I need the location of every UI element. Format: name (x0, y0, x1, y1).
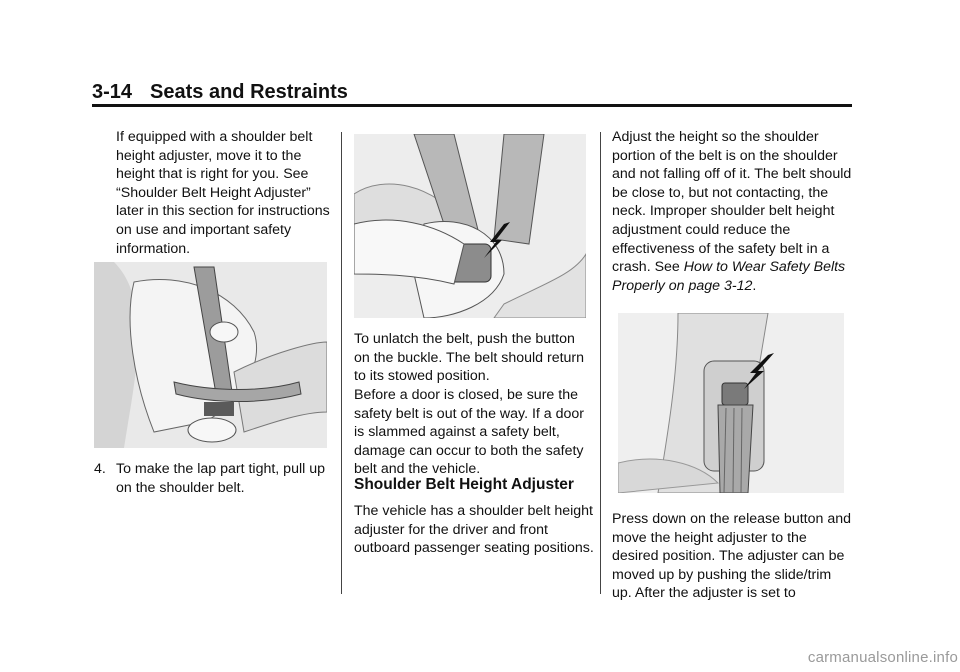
col3-adjust-end: . (752, 277, 757, 294)
column-divider-2 (600, 132, 601, 594)
header-rule (92, 104, 852, 107)
section-title: Seats and Restraints (150, 81, 348, 103)
step-text: To make the lap part tight, pull up on the shoulder belt. (116, 461, 325, 496)
column-divider-1 (341, 132, 342, 594)
page-header (92, 80, 852, 104)
page-number: 3-14 (92, 81, 133, 103)
cross-reference-link[interactable]: How to Wear Safety Belts Properly on page 3-12 (612, 259, 846, 294)
figure-unlatch-buckle (354, 134, 586, 318)
col3-press-paragraph: Press down on the release button and move the height adjuster to the desired position. The adjuster can be moved up by pushing the slide/trim up. After the adjuster is set to (612, 511, 851, 602)
watermark: carmanualsonline.info (807, 649, 958, 666)
col2-adjuster-paragraph: The vehicle has a shoulder belt height adjuster for the driver and front outboard passenger seating positions. (354, 503, 594, 557)
figure-height-adjuster (618, 313, 844, 493)
col3-adjust-paragraph (612, 128, 854, 295)
figure-pull-lap-belt (94, 262, 327, 448)
step-number: 4. (94, 461, 106, 477)
col2-unlatch-paragraph: To unlatch the belt, push the button on the buckle. The belt should return to its stowed position. (354, 331, 585, 385)
col3-adjust-text: Adjust the height so the shoulder portion of the belt is on the shoulder and not falling off of it. The belt should be close to, but not contacting, the neck. Improper shoulder belt height adjustment could reduce the effectiveness of the safety belt in a crash. See (612, 129, 852, 276)
subheading-shoulder-belt-height-adjuster: Shoulder Belt Height Adjuster (354, 476, 574, 493)
col1-paragraph: If equipped with a shoulder belt height adjuster, move it to the height that is right for you. See “Shoulder Belt Height Adjuster” later in this section for instructions on use and important safety information. (116, 129, 330, 257)
col2-door-paragraph: Before a door is closed, be sure the safety belt is out of the way. If a door is slammed against a safety belt, damage can occur to both the safety belt and the vehicle. (354, 387, 585, 478)
